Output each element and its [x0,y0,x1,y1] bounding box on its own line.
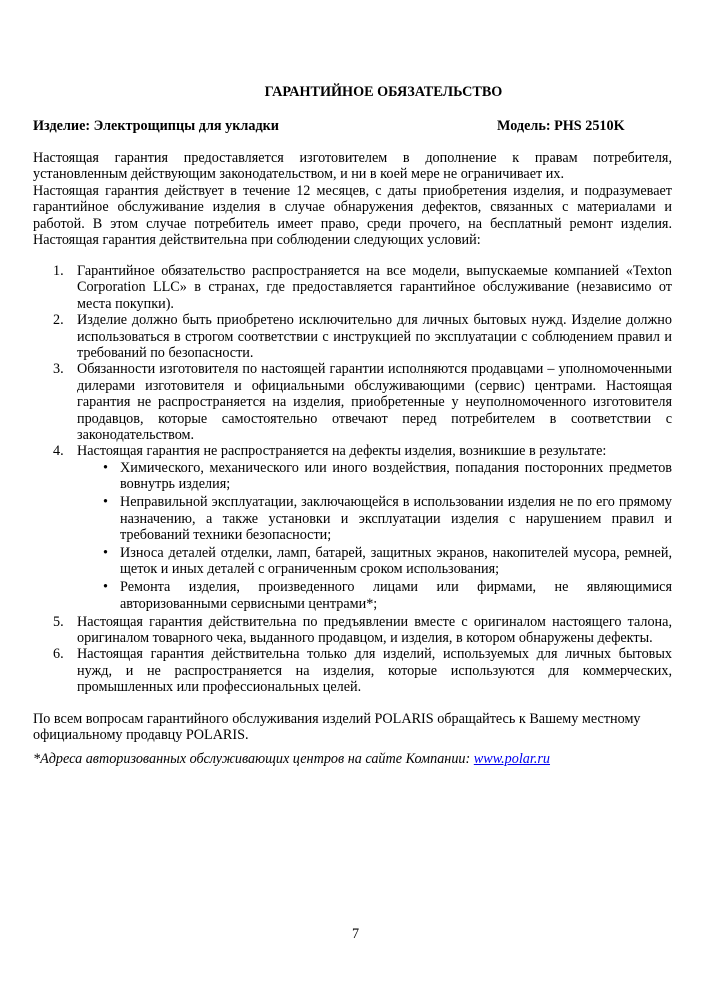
exclusion-item [77,545,672,578]
item-number: 2. [53,312,64,329]
item-number: 1. [53,263,64,279]
product-line [33,118,672,134]
item-text: Настоящая гарантия не распространяется на дефекты изделия, возникшие в результате: [77,443,607,460]
document-title: ГАРАНТИЙНОЕ ОБЯЗАТЕЛЬСТВО [264,84,503,100]
condition-item [33,614,672,647]
contact-line: официальному продавцу POLARIS. [33,727,249,744]
condition-item [33,361,672,443]
intro-paragraph: Настоящая гарантия действует в течение 12 месяцев, с даты приобретения изделия, и подразумевает гарантийное обслуживание изделия в случае обнаружения дефектов, связанных с материалами и работой. В этом случае потребитель имеет право, среди прочего, на бесплатный ремонт изделия. Настоящая гарантия действительна при соблюдении следующих условий: [33,182,672,249]
bullet-text: Ремонта изделия, произведенного лицами или фирмами, не являющимися авторизованными сервисными центрами*; [120,579,672,612]
condition-item [33,646,672,695]
conditions-list [33,263,672,696]
product-name: Изделие: Электрощипцы для укладки [33,118,279,134]
bullet-icon: • [103,494,108,511]
bullet-icon: • [103,579,108,596]
item-number: 4. [53,443,64,460]
website-link[interactable]: www.polar.ru [473,751,551,767]
intro-paragraph: Настоящая гарантия предоставляется изготовителем в дополнение к правам потребителя, установленным действующим законодательством, и ни в коей мере не ограничивает их. [33,150,672,183]
model-name: Модель: PHS 2510K [497,118,625,134]
item-text: Настоящая гарантия действительна по предъявлении вместе с оригиналом настоящего талона, оригиналом товарного чека, выданного продавцом, и изделия, в котором обнаружены дефекты. [77,613,672,646]
item-number: 5. [53,613,64,630]
bullet-text: Неправильной эксплуатации, заключающейся в использовании изделия не по его прямому назначению, а также установки и эксплуатации изделия с нарушением правил и требований техники безопасности; [120,494,672,543]
bullet-icon: • [103,544,108,561]
bullet-text: Химического, механического или иного воздействия, попадания посторонних предметов вовнутрь изделия; [120,459,672,493]
contact-line: По всем вопросам гарантийного обслуживания изделий POLARIS обращайтесь к Вашему местному [33,711,641,727]
condition-item [33,443,672,612]
bullet-text: Износа деталей отделки, ламп, батарей, защитных экранов, накопителей мусора, ремней, щеток и иных деталей с ограниченным сроком использования; [120,544,672,578]
bullet-icon: • [103,459,108,476]
footnote [33,751,550,767]
page-number: 7 [351,926,360,942]
exclusion-item [77,579,672,612]
item-text: Гарантийное обязательство распространяется на все модели, выпускаемые компанией «Texton Corporation LLC» в странах, где предоставляется гарантийное обслуживание (независимо от места покупки). [77,263,672,312]
exclusion-item [77,494,672,543]
condition-item [33,263,672,312]
item-number: 3. [53,361,64,378]
footnote-text: *Адреса авторизованных обслуживающих центров на сайте Компании: [33,751,474,767]
contact-text [33,711,672,744]
exclusion-item [77,460,672,493]
exclusions-list [77,460,672,612]
item-text: Изделие должно быть приобретено исключительно для личных бытовых нужд. Изделие должно использоваться в строгом соответствии с инструкцией по эксплуатации с соблюдением правил и требований по безопасности. [77,312,672,362]
item-text: Настоящая гарантия действительна только для изделий, используемых для личных бытовых нужд, и не распространяется на изделия, которые используются для коммерческих, промышленных или профессиональных целей. [77,646,672,696]
item-number: 6. [53,646,64,663]
item-text: Обязанности изготовителя по настоящей гарантии исполняются продавцами – уполномоченными дилерами изготовителя и официальными обслуживающими (сервис) центрами. Настоящая гарантия не распространяется на изделия, приобретенные у неуполномоченного изготовителя продавцов, которые самостоятельно отвечают перед потребителем в соответствии с законодательством. [77,361,672,444]
intro-text [33,150,672,248]
condition-item [33,312,672,361]
